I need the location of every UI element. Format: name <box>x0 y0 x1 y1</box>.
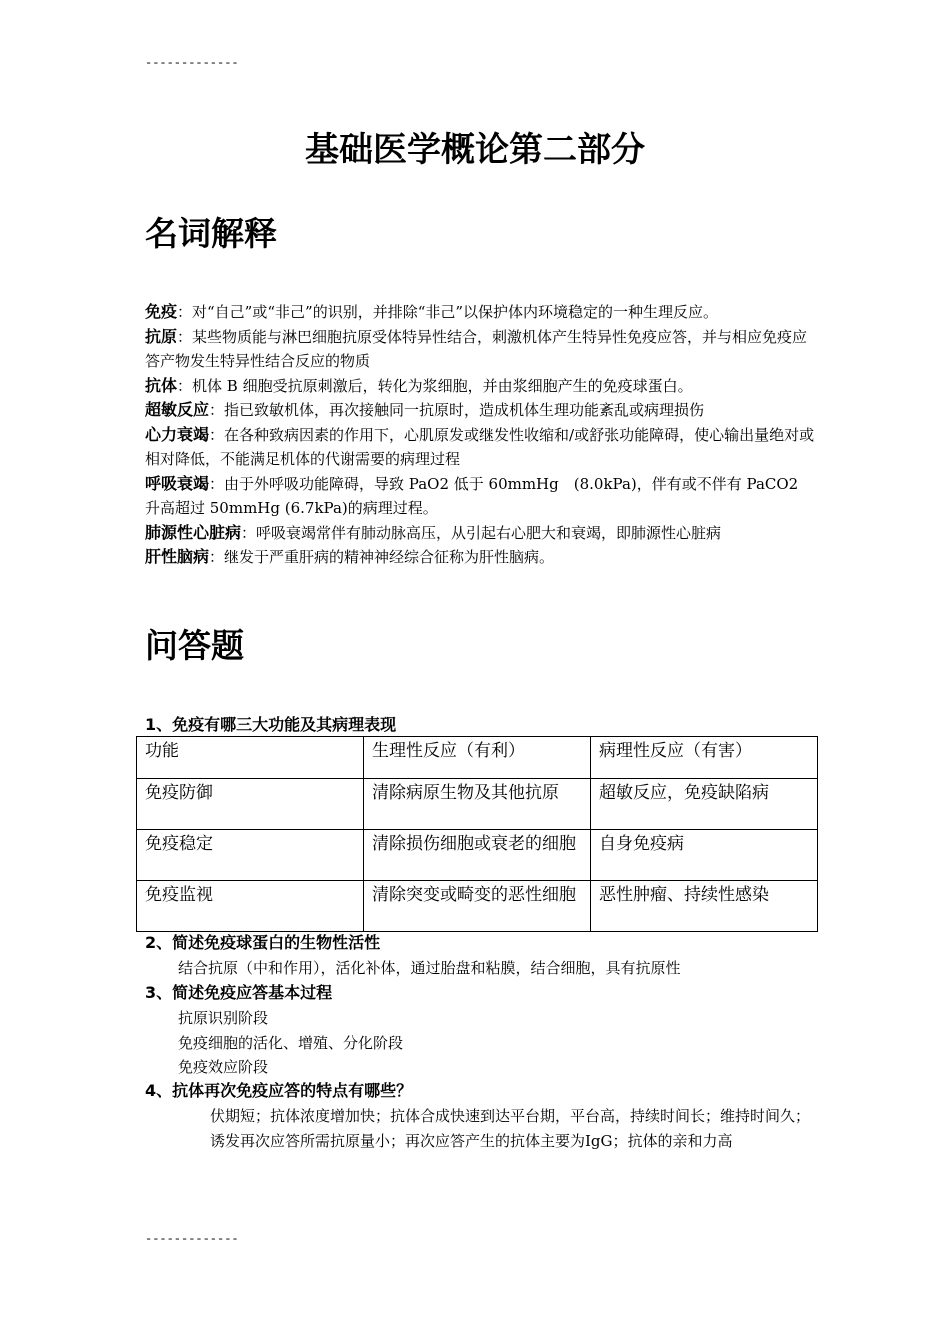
definition-term: 超敏反应 <box>145 400 210 419</box>
table-header-cell: 生理性反应（有利） <box>364 737 591 779</box>
process-step: 免疫效应阶段 <box>178 1058 269 1076</box>
definition-item <box>145 423 815 472</box>
footer-rule: ------------- <box>145 1232 239 1246</box>
table-cell: 清除损伤细胞或衰老的细胞 <box>364 830 591 881</box>
table-cell: 超敏反应，免疫缺陷病 <box>591 779 818 830</box>
qa-heading: 问答题 <box>145 626 244 665</box>
definition-text: ：对“自己”或“非己”的识别，并排除“非己”以保护体内环境稳定的一种生理反应。 <box>177 303 719 321</box>
table-cell: 免疫防御 <box>137 779 364 830</box>
table-cell: 自身免疫病 <box>591 830 818 881</box>
question-4-answer: 伏期短；抗体浓度增加快；抗体合成快速到达平台期，平台高，持续时间长；维持时间久；诱发再次应答所需抗原量小；再次应答产生的抗体主要为IgG；抗体的亲和力高 <box>210 1107 811 1150</box>
definitions-list <box>145 300 815 570</box>
definition-text: ：某些物质能与淋巴细胞抗原受体特异性结合，刺激机体产生特异性免疫应答，并与相应免疫应答产物发生特异性结合反应的物质 <box>145 327 808 370</box>
table-header-cell: 功能 <box>137 737 364 779</box>
table-cell: 清除病原生物及其他抗原 <box>364 779 591 830</box>
process-step: 抗原识别阶段 <box>178 1009 269 1027</box>
table-header-cell: 病理性反应（有害） <box>591 737 818 779</box>
table-cell: 免疫稳定 <box>137 830 364 881</box>
document-title: 基础医学概论第二部分 <box>305 130 645 170</box>
table-header-row <box>137 737 818 779</box>
question-1-title: 1、免疫有哪三大功能及其病理表现 <box>145 715 397 734</box>
definition-term: 抗原 <box>145 326 178 346</box>
definition-item <box>145 398 815 423</box>
definition-term: 肝性脑病 <box>145 547 210 566</box>
definition-term: 免疫 <box>145 302 178 321</box>
definition-item <box>145 325 815 374</box>
definition-text: ：继发于严重肝病的精神神经综合征称为肝性脑病。 <box>209 548 555 566</box>
definition-text: ：呼吸衰竭常伴有肺动脉高压，从引起右心肥大和衰竭，即肺源性心脏病 <box>241 523 722 542</box>
table-row <box>137 881 818 932</box>
question-4-title: 4、抗体再次免疫应答的特点有哪些？ <box>145 1081 413 1100</box>
question-3-title: 3、简述免疫应答基本过程 <box>145 983 333 1002</box>
definition-term: 抗体 <box>145 375 178 395</box>
definition-text: ：机体 B 细胞受抗原刺激后，转化为浆细胞，并由浆细胞产生的免疫球蛋白。 <box>177 376 693 395</box>
question-3-answer <box>178 1006 403 1080</box>
definition-term: 肺源性心脏病 <box>145 522 242 542</box>
definition-item <box>145 545 815 570</box>
table-row <box>137 830 818 881</box>
header-rule: ------------- <box>145 56 239 70</box>
definition-term: 呼吸衰竭 <box>145 473 210 493</box>
definition-item <box>145 374 815 399</box>
table-row <box>137 779 818 830</box>
question-2-title: 2、简述免疫球蛋白的生物性活性 <box>145 933 381 952</box>
table-cell: 恶性肿瘤、持续性感染 <box>591 881 818 932</box>
definition-item <box>145 521 815 546</box>
definition-text: ：由于外呼吸功能障碍，导致 PaO2 低于 60mmHg (8.0kPa)，伴有或不伴有 PaCO2 升高超过 50mmHg (6.7kPa)的病理过程。 <box>145 474 799 517</box>
definition-item <box>145 300 815 325</box>
definition-text: ：指已致敏机体，再次接触同一抗原时，造成机体生理功能紊乱或病理损伤 <box>209 401 705 419</box>
table-cell: 清除突变或畸变的恶性细胞 <box>364 881 591 932</box>
definition-item <box>145 472 815 521</box>
immune-functions-table <box>136 736 818 932</box>
definition-term: 心力衰竭 <box>145 424 210 444</box>
table-cell: 免疫监视 <box>137 881 364 932</box>
question-2-answer: 结合抗原（中和作用），活化补体，通过胎盘和粘膜，结合细胞，具有抗原性 <box>178 959 681 977</box>
process-step: 免疫细胞的活化、增殖、分化阶段 <box>178 1033 404 1052</box>
definition-text: ：在各种致病因素的作用下，心肌原发或继发性收缩和/或舒张功能障碍，使心输出量绝对或相对降低，不能满足机体的代谢需要的病理过程 <box>145 425 815 468</box>
terms-heading: 名词解释 <box>145 214 277 253</box>
